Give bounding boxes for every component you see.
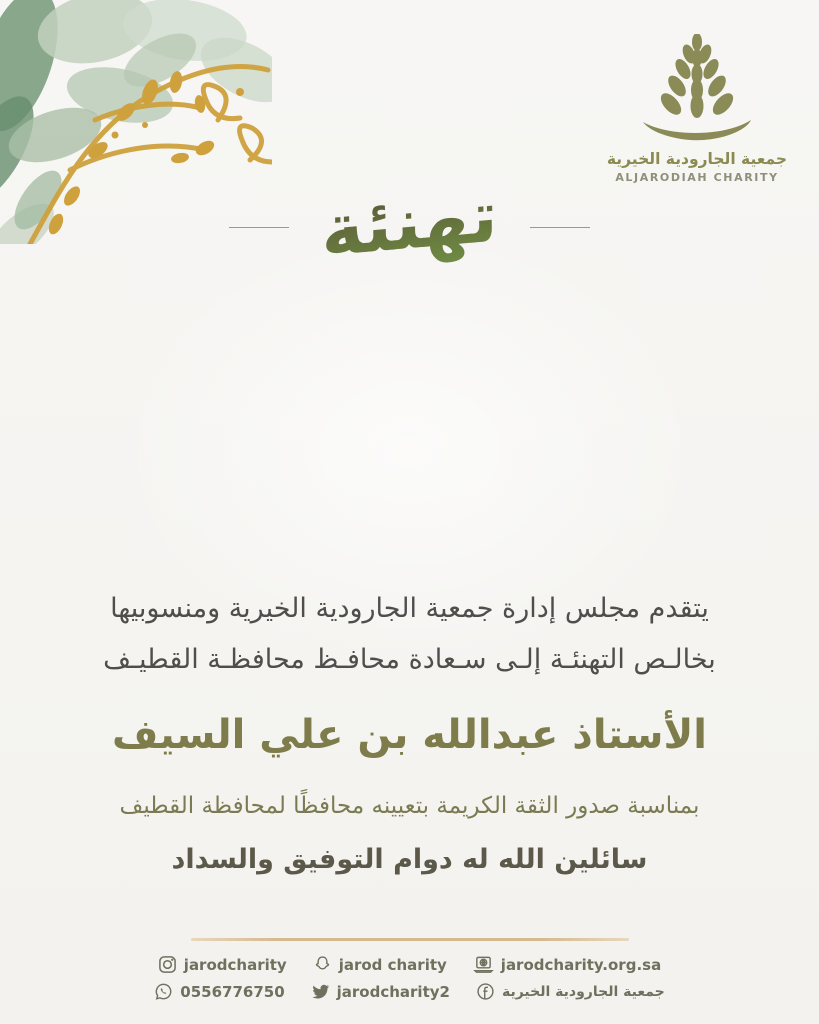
contact-row-1 (0, 955, 819, 974)
gold-divider (191, 938, 629, 941)
contact-label: jarod charity (338, 955, 447, 974)
charity-name-english: ALJARODIAH CHARITY (615, 171, 779, 184)
snapchat-contact (313, 955, 447, 974)
title-block (0, 172, 819, 282)
twitter-contact (311, 982, 450, 1001)
website-contact (473, 955, 661, 974)
title-divider-right (530, 227, 590, 228)
twitter-icon (311, 982, 330, 1001)
contact-row-2 (0, 982, 819, 1001)
title-divider-left (229, 227, 289, 228)
snapchat-icon (313, 955, 332, 974)
website-icon (473, 955, 494, 974)
instagram-icon (158, 955, 177, 974)
contact-label: jarodcharity2 (336, 982, 450, 1001)
facebook-icon (476, 982, 495, 1001)
contact-label: jarodcharity (183, 955, 287, 974)
charity-name-arabic: جمعية الجارودية الخيرية (606, 150, 788, 168)
instagram-contact (158, 955, 287, 974)
footer (0, 938, 819, 1009)
contact-label: 0556776750 (180, 982, 285, 1001)
whatsapp-icon (154, 982, 173, 1001)
blessing-line: سائلين الله له دوام التوفيق والسداد (171, 844, 648, 876)
facebook-contact (476, 982, 665, 1001)
honoree-name: الأستاذ عبدالله بن علي السيف (111, 711, 708, 758)
congratulations-calligraphy: تهنئة (314, 169, 504, 286)
message-block (50, 583, 769, 875)
contact-label: jarodcharity.org.sa (500, 955, 662, 974)
message-line-2: بخالـص التهنئـة إلـى سـعادة محافـظ محافظـة القطيـف (103, 644, 716, 676)
wheat-sheaf-icon (637, 34, 757, 146)
charity-logo (592, 34, 802, 184)
whatsapp-contact (154, 982, 284, 1001)
honoree-portrait (291, 281, 528, 562)
message-line-1: يتقدم مجلس إدارة جمعية الجارودية الخيرية ومنسوبيها (110, 593, 709, 624)
occasion-line: بمناسبة صدور الثقة الكريمة بتعيينه محافظًا لمحافظة القطيف (119, 792, 700, 819)
contact-label: جمعية الجارودية الخيرية (501, 983, 665, 1000)
